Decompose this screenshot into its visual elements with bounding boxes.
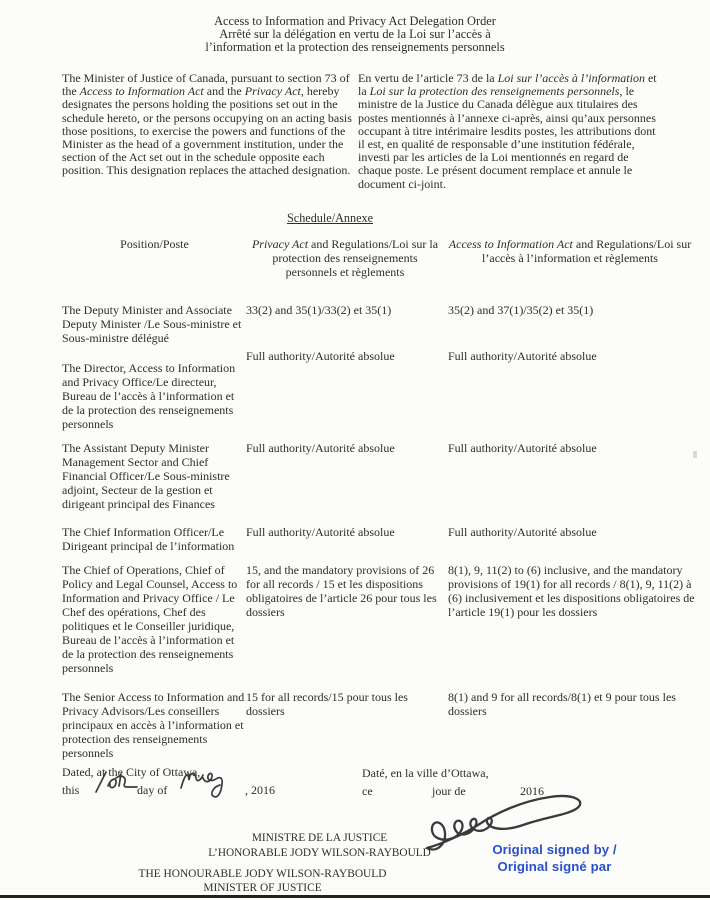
dated-this-label: this — [62, 783, 80, 797]
column-header-access-act: Access to Information Act and Regulations/Loi sur l’accès à l’information et règlements — [448, 237, 692, 265]
position-cell: The Chief Information Officer/Le Dirigeant principal de l’information — [62, 525, 235, 553]
privacy-authority-cell: Full authority/Autorité absolue — [246, 349, 395, 363]
position-cell: The Senior Access to Information and Privacy Advisors/Les conseillers principaux en accès à l’information et protection des renseignements personnels — [62, 690, 245, 760]
access-authority-cell: Full authority/Autorité absolue — [448, 349, 597, 363]
scan-artifact — [693, 451, 697, 458]
privacy-authority-cell: 15 for all records/15 pour tous les dossiers — [246, 690, 408, 718]
position-cell: The Deputy Minister and Associate Deputy Minister /Le Sous-ministre et Sous-ministre délégué — [62, 303, 242, 345]
minister-title-french: MINISTRE DE LA JUSTICE — [251, 832, 388, 844]
minister-title-english: MINISTER OF JUSTICE — [203, 881, 322, 894]
schedule-heading — [0, 211, 660, 226]
position-cell: The Director, Access to Information and Privacy Office/Le directeur, Bureau de l’accès à l’information et de la protection des renseignements personnels — [62, 361, 236, 431]
dated-jour-de-label: jour de — [432, 784, 466, 798]
privacy-authority-cell: Full authority/Autorité absolue — [246, 441, 395, 455]
handwritten-month-scrawl — [177, 766, 239, 802]
document-title — [0, 15, 710, 55]
minister-name-english: THE HONOURABLE JODY WILSON-RAYBOULD — [138, 868, 387, 880]
column-header-privacy-act: Privacy Act and Regulations/Loi sur la protection des renseignements personnels et règlements — [251, 237, 439, 279]
dated-line-english: Dated, at the City of Ottawa, — [62, 765, 201, 779]
minister-name-french: L’HONORABLE JODY WILSON-RAYBOULD — [208, 846, 431, 859]
page-edge-line — [0, 895, 710, 898]
signature-block-english — [90, 868, 435, 895]
dated-day-of-label: day of — [137, 783, 168, 797]
privacy-authority-cell: Full authority/Autorité absolue — [246, 525, 395, 539]
title-line-3: l’information et la protection des renseignements personnels — [205, 40, 505, 55]
privacy-authority-cell: 33(2) and 35(1)/33(2) et 35(1) — [246, 303, 392, 317]
stamp-line-2: Original signé par — [497, 858, 612, 874]
position-cell: The Chief of Operations, Chief of Policy and Legal Counsel, Access to Information and Privacy Office / Le Chef des opérations, Chef des politiques et le Conseiller juridique, Bureau de l’accès à l’information et de la protection des renseignements personnels — [62, 563, 238, 675]
privacy-authority-cell: 15, and the mandatory provisions of 26 for all records / 15 et les dispositions obligatoires de l’article 26 pour tous les dossiers — [246, 563, 437, 619]
access-authority-cell: Full authority/Autorité absolue — [448, 525, 597, 539]
title-line-2: Arrêté sur la délégation en vertu de la Loi sur l’accès à — [219, 27, 491, 42]
access-authority-cell: 35(2) and 37(1)/35(2) et 35(1) — [448, 303, 594, 317]
position-cell: The Assistant Deputy Minister Management Sector and Chief Financial Officer/Le Sous-ministre adjoint, Secteur de la gestion et dirigeant principal des Finances — [62, 441, 230, 511]
access-authority-cell: 8(1) and 9 for all records/8(1) et 9 pour tous les dossiers — [448, 690, 676, 718]
dated-line-french: Daté, en la ville d’Ottawa, — [362, 766, 489, 780]
original-signed-stamp — [472, 842, 637, 875]
intro-paragraph-french: En vertu de l’article 73 de la Loi sur l’accès à l’information et la Loi sur la protection des renseignements personnels, le ministre de la Justice du Canada délègue aux titulaires des postes mentionnés à l’annexe ci-après, ainsi qu’aux personnes occupant à titre intérimaire lesdits postes, les attributions dont il est, en qualité de responsable d’une institution fédérale, investi par les articles de la Loi mentionnés en regard de chaque poste. Le présent document remplace et annule le document ci-joint. — [358, 71, 657, 191]
dated-year-english: , 2016 — [245, 783, 275, 797]
dated-ce-label: ce — [362, 784, 373, 798]
dated-year-french: 2016 — [520, 784, 544, 798]
access-authority-cell: 8(1), 9, 11(2) to (6) inclusive, and the mandatory provisions of 19(1) for all records / 8(1), 9, 11(2) à (6) inclusivement et les dispositions obligatoires de l’article 19(1) pour les dossiers — [448, 563, 695, 619]
stamp-line-1: Original signed by / — [492, 842, 617, 857]
handwritten-day-scrawl — [88, 768, 140, 796]
intro-paragraph-english: The Minister of Justice of Canada, pursuant to section 73 of the Access to Information Act and the Privacy Act, hereby designates the persons holding the positions set out in the schedule hereto, or the persons occupying on an acting basis those positions, to exercise the powers and functions of the Minister as the head of a government institution, under the section of the Act set out in the schedule opposite each position. This designation replaces the attached designation. — [62, 71, 352, 178]
column-header-position: Position/Poste — [120, 237, 189, 251]
title-line-1: Access to Information and Privacy Act Delegation Order — [214, 14, 496, 28]
access-authority-cell: Full authority/Autorité absolue — [448, 441, 597, 455]
schedule-heading-text: Schedule/Annexe — [287, 211, 373, 225]
